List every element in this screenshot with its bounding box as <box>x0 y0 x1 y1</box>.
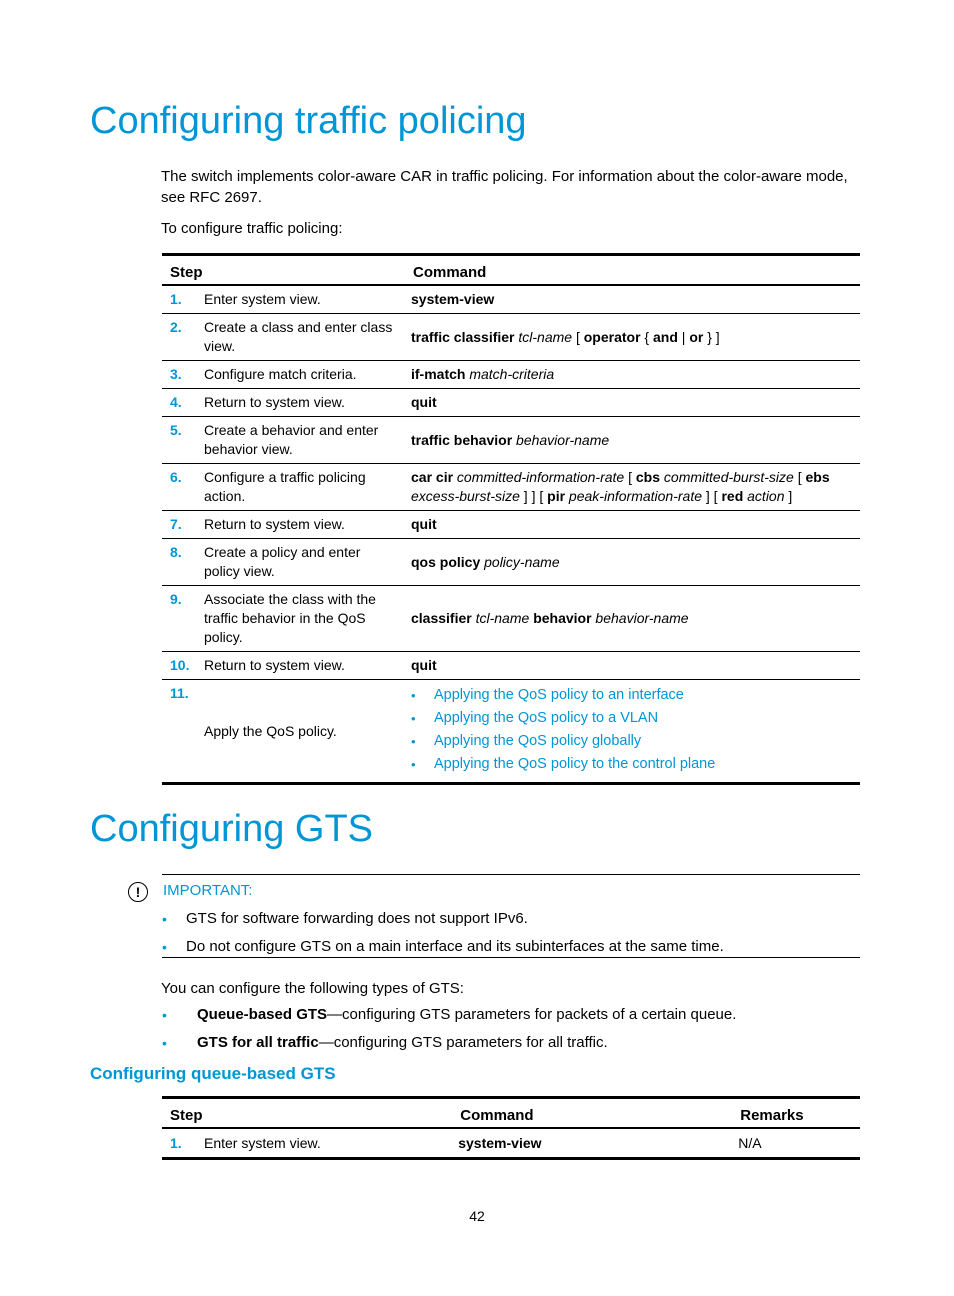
step-text: Create a behavior and enter behavior view. <box>198 417 405 464</box>
page-number: 42 <box>469 1208 485 1224</box>
table-row <box>162 586 860 652</box>
header-remarks: Remarks <box>732 1098 860 1129</box>
table-row <box>162 361 860 389</box>
bullet-icon: • <box>162 911 167 927</box>
table-row <box>162 464 860 511</box>
traffic-policing-table <box>162 253 860 785</box>
table-row <box>162 539 860 586</box>
step-number: 10. <box>162 652 198 680</box>
exclamation-circle-icon: ! <box>128 882 148 902</box>
step-number: 1. <box>170 291 182 307</box>
gts-types-lead: You can configure the following types of GTS: <box>161 980 464 997</box>
important-item: • Do not configure GTS on a main interface and its subinterfaces at the same time. <box>162 938 724 955</box>
step-text: Return to system view. <box>198 389 405 417</box>
bullet-icon: • <box>162 1035 167 1051</box>
step-number: 7. <box>162 511 198 539</box>
command-text: traffic behavior behavior-name <box>405 417 860 464</box>
table-row <box>162 652 860 680</box>
step-number: 8. <box>162 539 198 586</box>
step-number: 6. <box>162 464 198 511</box>
bullet-icon: • <box>162 939 167 955</box>
step-text: Create a policy and enter policy view. <box>198 539 405 586</box>
step-text: Associate the class with the traffic behavior in the QoS policy. <box>198 586 405 652</box>
intro-paragraph: The switch implements color-aware CAR in traffic policing. For information about the color-aware mode, see RFC 2697. <box>161 168 848 206</box>
table-row <box>162 314 860 361</box>
step-text: Configure match criteria. <box>198 361 405 389</box>
table-row <box>162 285 860 314</box>
table-row <box>162 389 860 417</box>
command-text: car cir committed-information-rate [ cbs committed-burst-size [ ebs excess-burst-size ] ] [ pir peak-information-rate ] [ red action ] <box>405 464 860 511</box>
command-text: if-match match-criteria <box>405 361 860 389</box>
page-title-traffic-policing: Configuring traffic policing <box>90 100 527 142</box>
table-lead-text: To configure traffic policing: <box>161 220 343 237</box>
step-number: 4. <box>162 389 198 417</box>
command-links <box>405 680 860 784</box>
step-number: 3. <box>162 361 198 389</box>
table-row <box>162 417 860 464</box>
command-text: quit <box>405 652 860 680</box>
step-number: 2. <box>162 314 198 361</box>
traffic-policing-table-body <box>162 285 860 784</box>
step-text: Return to system view. <box>198 511 405 539</box>
command-text: traffic classifier tcl-name [ operator { and | or } ] <box>405 314 860 361</box>
remarks-text: N/A <box>738 1135 762 1151</box>
table-row <box>162 1128 860 1159</box>
command-text: qos policy policy-name <box>405 539 860 586</box>
important-label: IMPORTANT: <box>163 882 253 899</box>
table-row <box>162 680 860 784</box>
gts-type-item: • GTS for all traffic—configuring GTS parameters for all traffic. <box>162 1034 608 1051</box>
header-step: Step <box>162 1098 452 1129</box>
cross-reference-link[interactable]: • Applying the QoS policy to an interface <box>411 684 854 707</box>
step-text: Create a class and enter class view. <box>198 314 405 361</box>
table-row <box>162 511 860 539</box>
header-command: Command <box>405 255 860 286</box>
step-number: 11. <box>162 680 198 784</box>
step-text: Return to system view. <box>198 652 405 680</box>
command-text: system-view <box>411 291 495 307</box>
cross-reference-link[interactable]: • Applying the QoS policy to a VLAN <box>411 707 854 730</box>
subsection-title-queue-based-gts: Configuring queue-based GTS <box>90 1064 336 1083</box>
step-text: Enter system view. <box>204 1135 321 1151</box>
command-text: quit <box>405 511 860 539</box>
step-number: 5. <box>162 417 198 464</box>
important-item: • GTS for software forwarding does not support IPv6. <box>162 910 528 927</box>
header-step: Step <box>162 255 405 286</box>
step-text: Apply the QoS policy. <box>198 680 405 784</box>
step-number: 9. <box>162 586 198 652</box>
page-title-gts: Configuring GTS <box>90 808 374 850</box>
step-number: 1. <box>170 1135 182 1151</box>
gts-type-item: • Queue-based GTS—configuring GTS parameters for packets of a certain queue. <box>162 1006 737 1023</box>
command-text: quit <box>405 389 860 417</box>
queue-gts-table <box>162 1096 860 1160</box>
bullet-icon: • <box>162 1007 167 1023</box>
header-command: Command <box>452 1098 732 1129</box>
step-text: Configure a traffic policing action. <box>198 464 405 511</box>
command-text: system-view <box>458 1135 542 1151</box>
cross-reference-link[interactable]: • Applying the QoS policy globally <box>411 730 854 753</box>
step-text: Enter system view. <box>204 291 321 307</box>
cross-reference-link[interactable]: • Applying the QoS policy to the control plane <box>411 753 854 776</box>
command-text: classifier tcl-name behavior behavior-name <box>405 586 860 652</box>
